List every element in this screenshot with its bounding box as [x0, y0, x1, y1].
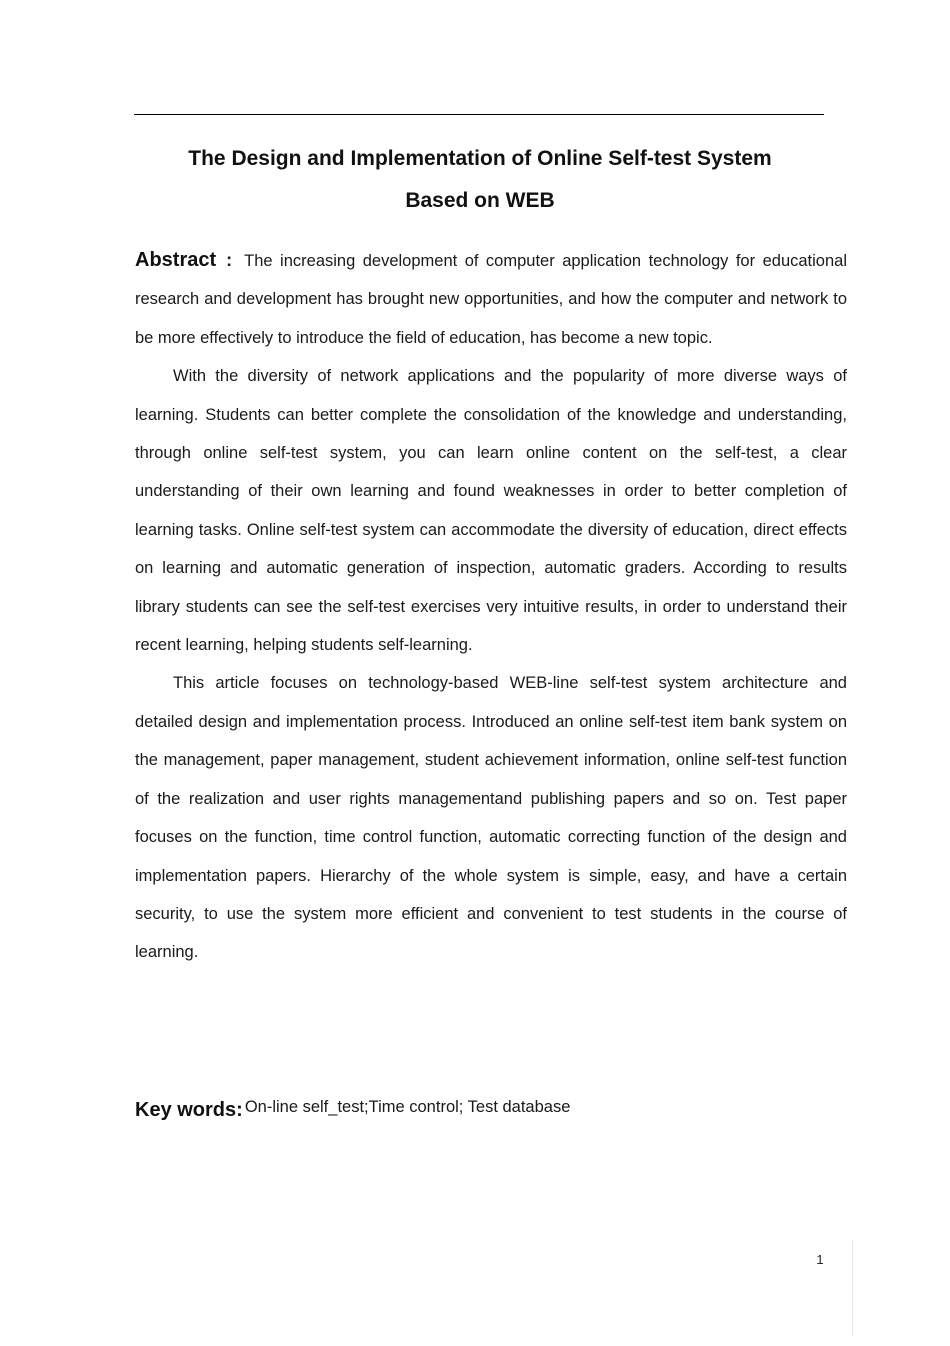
page-number: 1 — [816, 1252, 824, 1267]
abstract-paragraph-1 — [135, 241, 847, 357]
keywords-line — [135, 1090, 570, 1123]
document-title — [134, 138, 826, 222]
abstract-paragraph-2: With the diversity of network applications and the popularity of more diverse ways of learning. Students can better complete the consolidation of the knowledge and understanding, through online self-test system, you can learn online content on the self-test, a clear understanding of their own learning and found weaknesses in order to better completion of learning tasks. Online self-test system can accommodate the diversity of education, direct effects on learning and automatic generation of inspection, automatic graders. According to results library students can see the self-test exercises very intuitive results, in order to understand their recent learning, helping students self-learning. — [135, 367, 847, 655]
margin-line — [852, 1240, 853, 1336]
title-line-2: Based on WEB — [405, 189, 555, 212]
keywords-label: Key words: — [135, 1099, 243, 1121]
keywords-text: On-line self_test;Time control; Test database — [244, 1098, 571, 1116]
abstract-paragraph-1-text: The increasing development of computer application technology for educational research and development has brought new opportunities, and how the computer and network to be more effectively to introduce the field of education, has become a new topic. — [135, 252, 847, 347]
title-line-1: The Design and Implementation of Online Self-test System — [188, 147, 772, 170]
abstract-section — [135, 241, 847, 972]
abstract-label: Abstract — [135, 249, 217, 271]
abstract-paragraph-3: This article focuses on technology-based WEB-line self-test system architecture and detailed design and implementation process. Introduced an online self-test item bank system on the management, paper management, student achievement information, online self-test function of the realization and user rights managementand publishing papers and so on. Test paper focuses on the function, time control function, automatic correcting function of the design and implementation papers. Hierarchy of the whole system is simple, easy, and have a certain security, to use the system more efficient and convenient to test students in the course of learning. — [135, 674, 847, 962]
header-rule — [134, 114, 824, 115]
abstract-colon: : — [226, 250, 233, 270]
